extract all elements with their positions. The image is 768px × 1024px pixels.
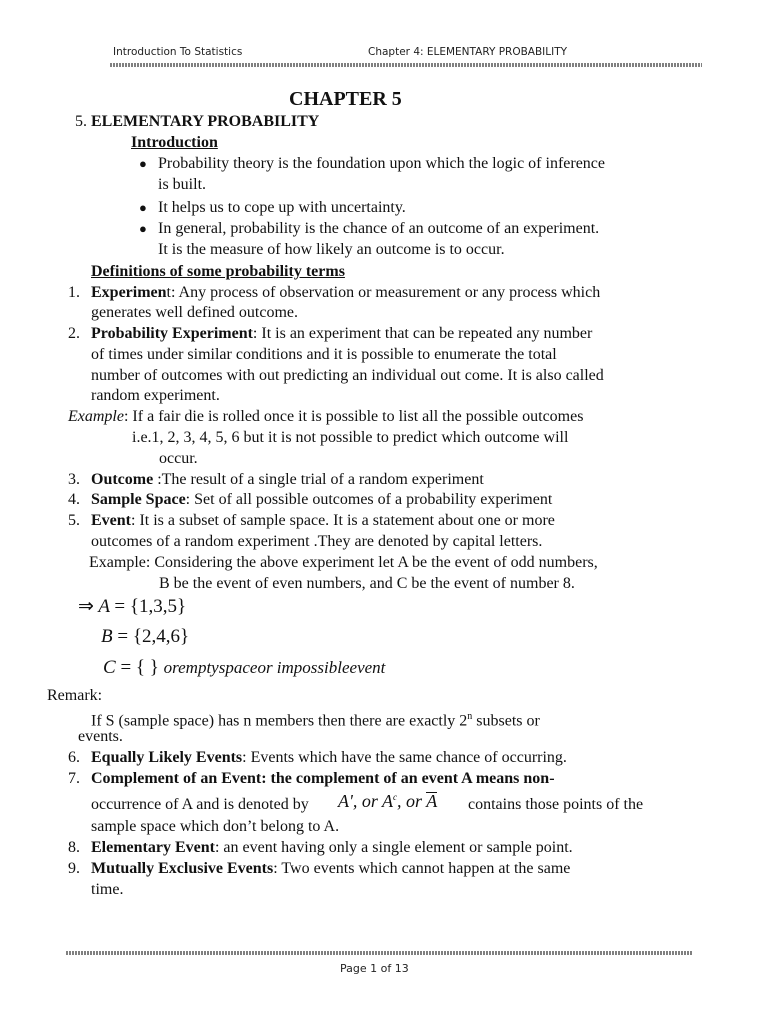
d4-line1 — [91, 490, 552, 510]
example2-line1: Example: Considering the above experiment let A be the event of odd numbers, — [89, 554, 598, 571]
example1-line1 — [68, 407, 583, 427]
math-c-text: oremptyspaceor impossibleevent — [163, 658, 386, 677]
intro-bullet-3-line2: It is the measure of how likely an outcome is to occur. — [158, 241, 505, 258]
section-title: ELEMENTARY PROBABILITY — [91, 113, 320, 130]
definitions-heading: Definitions of some probability terms — [91, 263, 345, 280]
header-right: Chapter 4: ELEMENTARY PROBABILITY — [368, 46, 568, 58]
bullet-icon: ● — [139, 221, 147, 236]
header-left: Introduction To Statistics — [113, 46, 243, 58]
math-set-a — [78, 595, 186, 618]
remark-line2: events. — [78, 728, 123, 745]
d9-number: 9. — [68, 860, 80, 877]
implies-symbol: ⇒ — [78, 596, 94, 617]
d7-complement-notation — [338, 791, 437, 812]
d6-line1 — [91, 748, 567, 768]
remark-text-a: If S (sample space) has n members then there are exactly 2 — [91, 712, 468, 730]
d2-line4: random experiment. — [91, 387, 220, 404]
d7-line3: sample space which don’t belong to A. — [91, 818, 340, 835]
d7-math-sup: c — [393, 792, 398, 802]
math-set-c — [103, 657, 385, 679]
bullet-icon: ● — [139, 156, 147, 171]
example2-line2: B be the event of even numbers, and C be the event of number 8. — [159, 575, 575, 592]
bullet-icon: ● — [139, 200, 147, 215]
d7-math-b: , or A — [397, 791, 438, 811]
d3-text: :The result of a single trial of a random experiment — [153, 471, 484, 488]
d3-term: Outcome — [91, 471, 154, 488]
d7-math-a: A', or A — [338, 791, 394, 811]
d3-line1 — [91, 470, 484, 490]
intro-bullet-1-line1: Probability theory is the foundation upon which the logic of inference — [158, 155, 605, 172]
d5-line1 — [91, 511, 555, 531]
remark-line1 — [91, 707, 540, 731]
math-a-var: A — [98, 596, 110, 617]
d7-line2-text: occurrence of A and is denoted by — [91, 796, 309, 813]
d6-term: Equally Likely Events — [91, 749, 243, 766]
d1-line2: generates well defined outcome. — [91, 304, 299, 321]
d3-number: 3. — [68, 471, 80, 488]
example1-label: Example — [68, 408, 124, 425]
d4-number: 4. — [68, 491, 80, 508]
d9-line1 — [91, 859, 570, 879]
math-b-var: B — [101, 626, 113, 647]
d2-line1 — [91, 324, 592, 344]
d4-text: : Set of all possible outcomes of a probability experiment — [185, 491, 553, 508]
header-rule — [110, 63, 702, 67]
d2-number: 2. — [68, 325, 80, 342]
d1-number: 1. — [68, 284, 80, 301]
section-number: 5. — [75, 113, 87, 130]
d9-term: Mutually Exclusive Events — [91, 860, 274, 877]
d2-line2: of times under similar conditions and it is possible to enumerate the total — [91, 346, 557, 363]
intro-bullet-1-line2: is built. — [158, 176, 207, 193]
intro-heading: Introduction — [131, 134, 218, 151]
d7-number: 7. — [68, 770, 80, 787]
example1-text: : If a fair die is rolled once it is possible to list all the possible outcomes — [123, 408, 584, 425]
math-a-set: = {1,3,5} — [114, 596, 187, 617]
d8-term: Elementary Event — [91, 839, 215, 856]
d5-line2: outcomes of a random experiment .They are denoted by capital letters. — [91, 533, 543, 550]
d2-text: : It is an experiment that can be repeated any number — [252, 325, 593, 342]
d7-line2-rest: contains those points of the — [468, 796, 644, 813]
d5-term: Event — [91, 512, 131, 529]
d9-line2: time. — [91, 881, 124, 898]
example1-line3: occur. — [159, 450, 198, 467]
remark-exponent: n — [467, 711, 473, 722]
intro-bullet-3-line1: In general, probability is the chance of an outcome of an experiment. — [158, 220, 600, 237]
d8-line1 — [91, 838, 573, 858]
d6-text: : Events which have the same chance of occurring. — [242, 749, 567, 766]
d8-text: : an event having only a single element or sample point. — [214, 839, 573, 856]
d5-number: 5. — [68, 512, 80, 529]
chapter-title: CHAPTER 5 — [289, 88, 402, 110]
example1-line2: i.e.1, 2, 3, 4, 5, 6 but it is not possible to predict which outcome will — [132, 429, 569, 446]
footer-rule — [66, 951, 692, 955]
intro-bullet-2-line1: It helps us to cope up with uncertainty. — [158, 199, 406, 216]
overline-mark — [426, 792, 437, 793]
math-set-b — [101, 626, 189, 648]
d1-line1 — [91, 283, 600, 303]
page-number: Page 1 of 13 — [340, 962, 409, 975]
d1-term: Experimen — [91, 284, 167, 301]
d4-term: Sample Space — [91, 491, 186, 508]
remark-text-b: subsets or — [472, 712, 540, 730]
math-c-var: C — [103, 657, 116, 678]
d6-number: 6. — [68, 749, 80, 766]
d1-text: t: Any process of observation or measurement or any process which — [166, 284, 601, 301]
d8-number: 8. — [68, 839, 80, 856]
d2-term: Probability Experiment — [91, 325, 253, 342]
d5-text: : It is a subset of sample space. It is a statement about one or more — [131, 512, 555, 529]
d7-term: Complement of an Event: the complement of an event A means non- — [91, 770, 555, 787]
math-b-set: = {2,4,6} — [117, 626, 190, 647]
d9-text: : Two events which cannot happen at the same — [273, 860, 571, 877]
math-c-set: = { } — [120, 657, 159, 678]
d2-line3: number of outcomes with out predicting an individual out come. It is also called — [91, 367, 604, 384]
section-heading — [75, 112, 319, 132]
remark-label: Remark: — [47, 687, 103, 704]
